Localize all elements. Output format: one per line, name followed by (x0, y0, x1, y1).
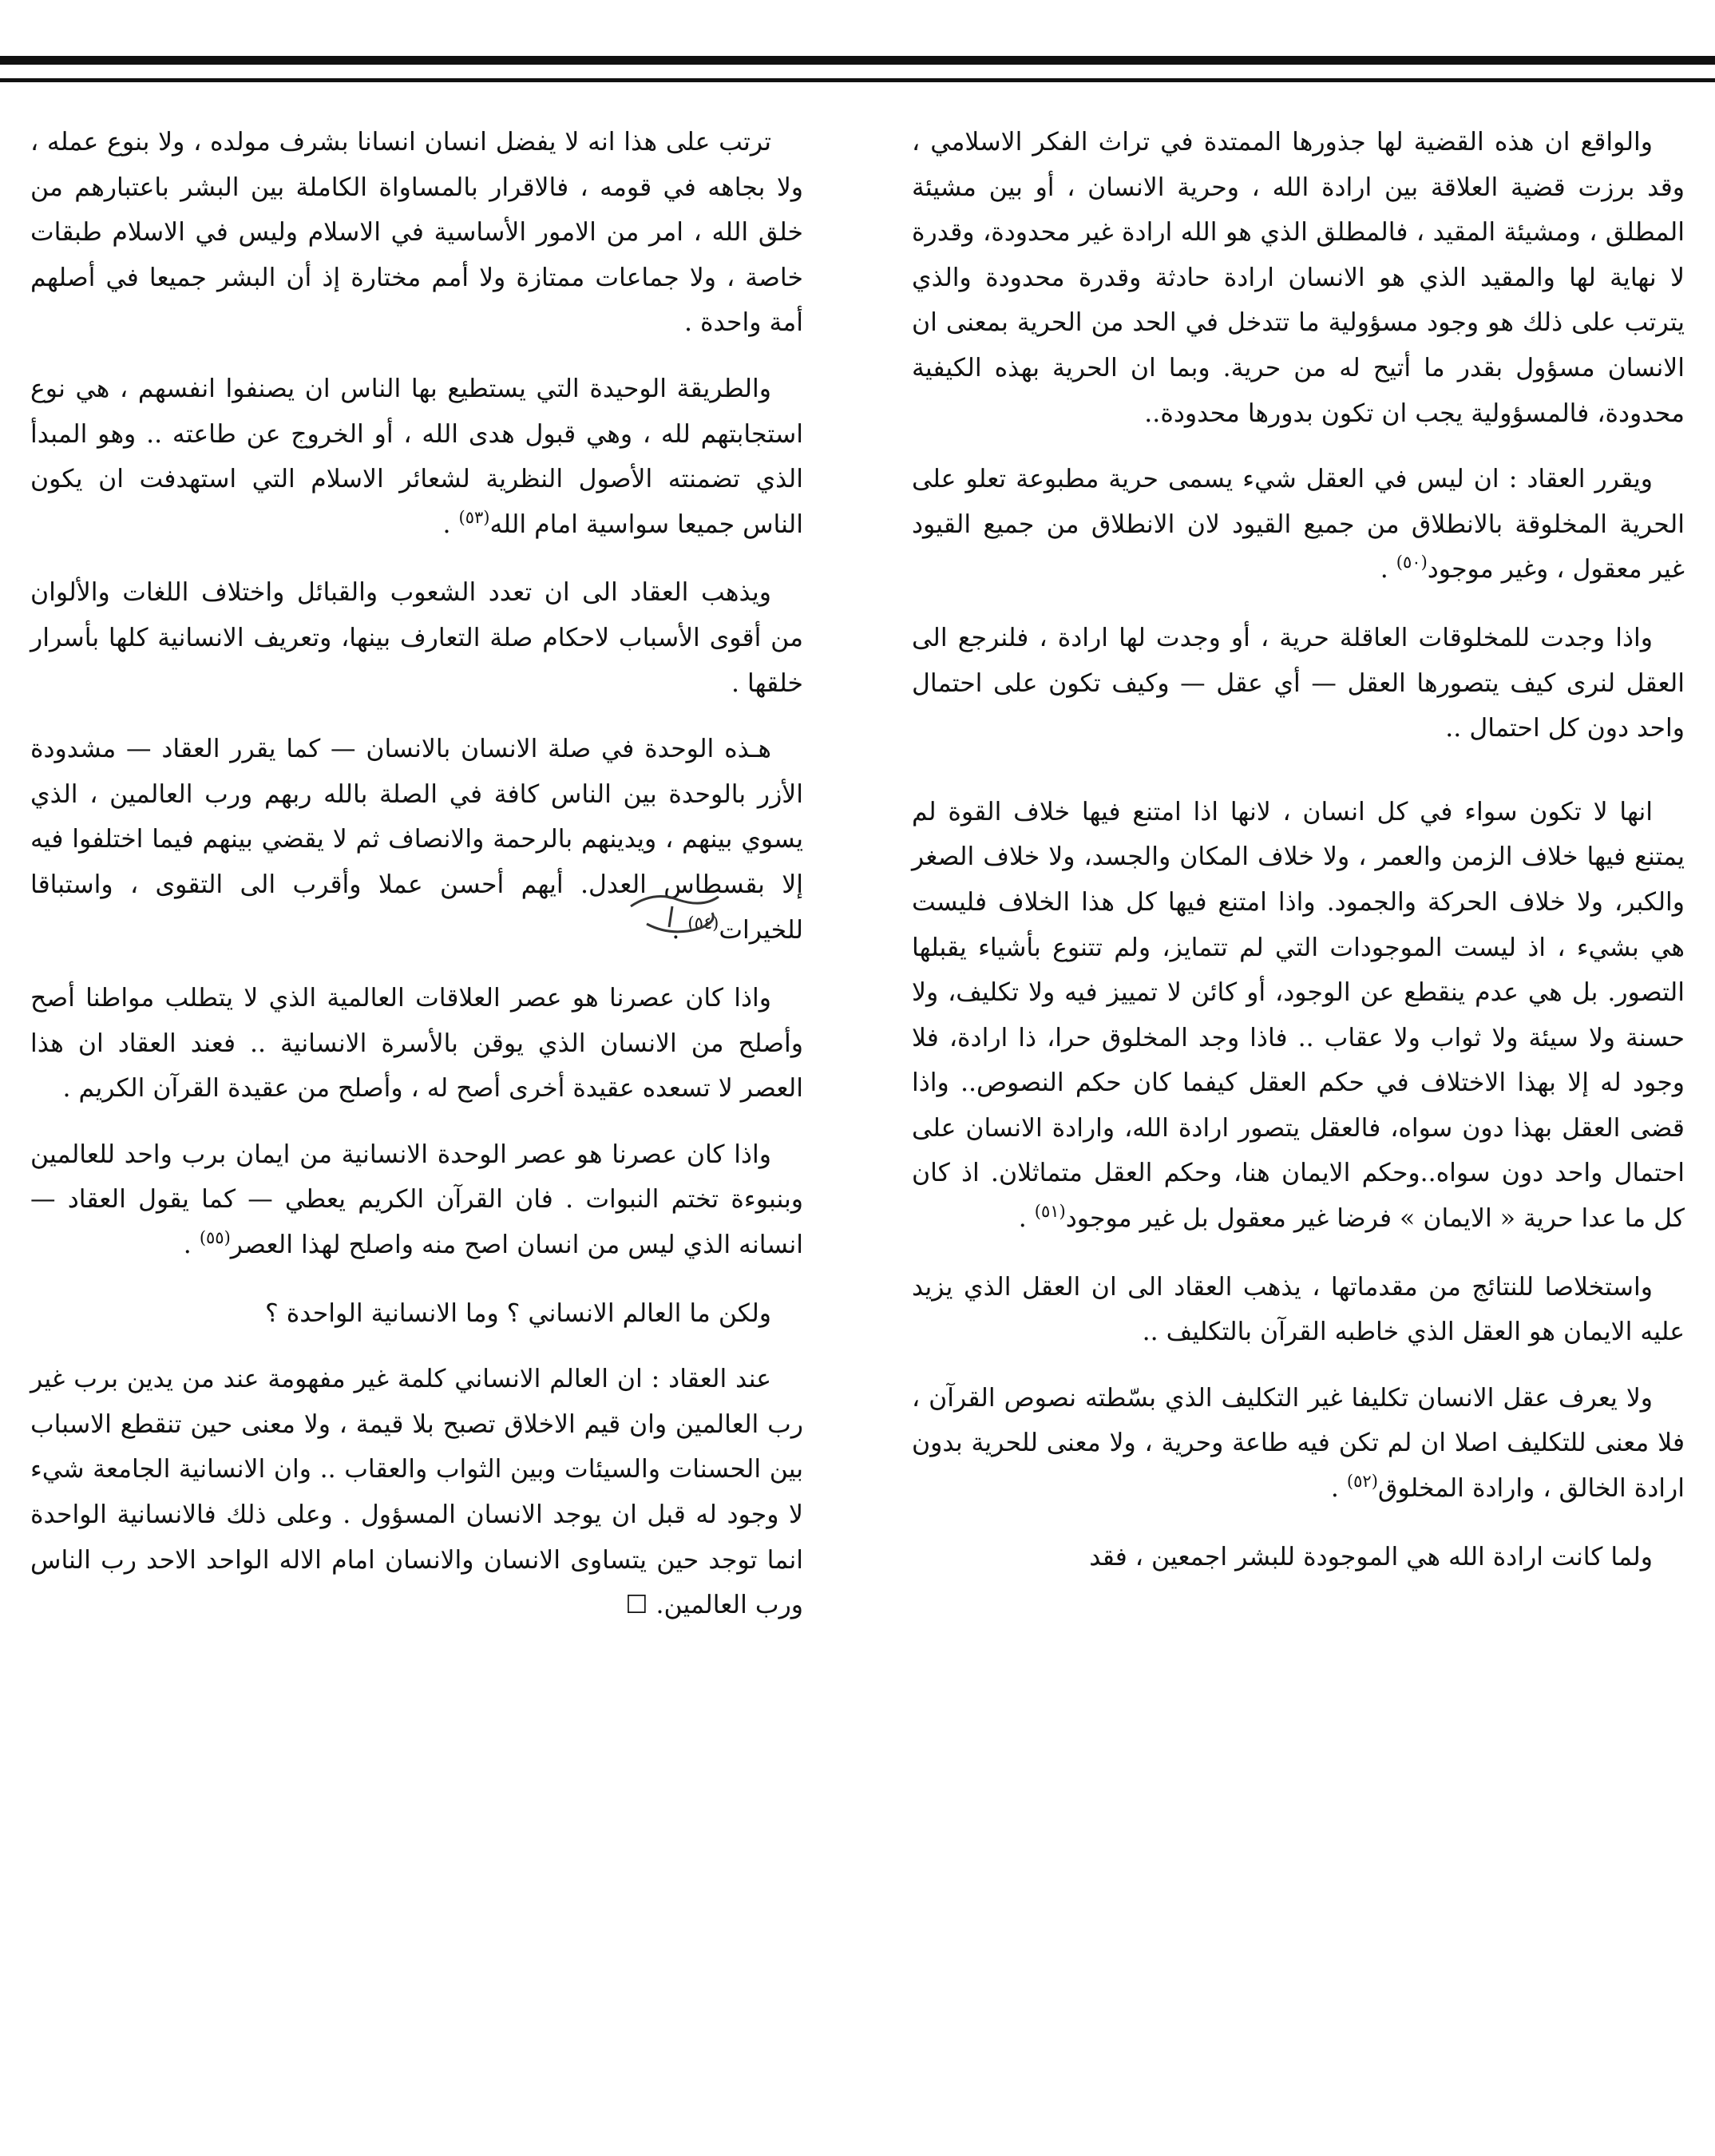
left-paragraph-7: ولكن ما العالم الانساني ؟ وما الانسانية الواحدة ؟ (264, 1298, 771, 1328)
left-paragraph-5: واذا كان عصرنا هو عصر العلاقات العالمية الذي لا يتطلب مواطنا أصح وأصلح من الانسان الذي يوقن بالأسرة الانسانية .. فعند العقاد ان هذا العصر لا تسعده عقيدة أخرى أصح له ، وأصلح من عقيدة القرآن الكريم . (30, 984, 803, 1104)
left-paragraph-3: ويذهب العقاد الى ان تعدد الشعوب والقبائل واختلاف اللغات والألوان من أقوى الأسباب لاحكام صلة التعارف بينها، وتعريف الانسانية كلها بأسرار خلقها . (30, 578, 803, 698)
right-paragraph-2-text: ويقرر العقاد : ان ليس في العقل شيء يسمى حرية مطبوعة تعلو على الحرية المخلوقة بالانطلاق من جميع القيود لان الانطلاق من جميع القيود غير معقول ، وغير موجود (912, 465, 1685, 585)
header-rule-thin (0, 78, 1715, 82)
left-paragraph-4: هـذه الوحدة في صلة الانسان بالانسان — كما يقرر العقاد — مشدودة الأزر بالوحدة بين الناس كافة في الصلة بالله ربهم ورب العالمين ، الذي يسوي بينهم ، ويدينهم بالرحمة والانصاف ثم لا يقضي بينهم فيما اختلفوا فيه إلا بقسطاس العدل. أيهم أحسن عملا وأقرب الى التقوى ، واستباقا للخيرات$^{(٥٤)}$ . (30, 735, 803, 945)
left-paragraph-2-text: والطريقة الوحيدة التي يستطيع بها الناس ان يصنفوا انفسهم ، هي نوع استجابتهم لله ، وهي قبول هدى الله ، أو الخروج عن طاعته .. وهو المبدأ الذي تضمنته الأصول النظرية لشعائر الاسلام التي استهدفت ان يكون الناس جميعا سواسية امام الله (30, 374, 803, 539)
right-paragraph-3: واذا وجدت للمخلوقات العاقلة حرية ، أو وجدت لها ارادة ، فلنرجع الى العقل لنرى كيف يتصورها العقل — أي عقل — وكيف تكون على احتمال واحد دون كل احتمال .. (912, 623, 1685, 743)
left-paragraph-1: ترتب على هذا انه لا يفضل انسان انسانا بشرف مولده ، ولا بنوع عمله ، ولا بجاهه في قومه ، فالاقرار بالمساواة الكاملة بين البشر باعتبارهم من خلق الله ، امر من الامور الأساسية في الاسلام وليس في الاسلام طبقات خاصة ، ولا جماعات ممتازة ولا أمم مختارة إذ أن البشر جميعا في أصلهم أمة واحدة . (30, 128, 803, 338)
right-paragraph-4: انها لا تكون سواء في كل انسان ، لانها اذا امتنع فيها خلاف القوة لم يمتنع فيها خلاف الزمن والعمر ، ولا خلاف المكان والجسد، ولا خلاف الصغر والكبر، ولا خلاف الحركة والجمود. واذا امتنع فيها كل هذا الخلاف فليست هي بشيء ، اذ ليست الموجودات التي لم تتمايز، ولم تتنوع بأشياء يقبلها التصور. بل هي عدم ينقطع عن الوجود، أو كائن لا تمييز فيه ولا تكليف، ولا حسنة ولا سيئة ولا ثواب ولا عقاب .. فاذا وجد المخلوق حرا، ذا ارادة، فلا وجود له إلا بهذا الاختلاف في حكم العقل كيفما كان حكم النصوص.. واذا قضى العقل بهذا دون سواه، فالعقل يتصور ارادة الله، وارادة الانسان على احتمال واحد دون سواه..وحكم الايمان هنا، وحكم العقل متماثلان. اذ كان كل ما عدا حرية « الايمان » فرضا غير معقول بل غير موجود$^{(٥١)}$ . (912, 797, 1685, 1234)
left-paragraph-6: واذا كان عصرنا هو عصر الوحدة الانسانية من ايمان برب واحد للعالمين وبنبوءة تختم النبوات . فان القرآن الكريم يعطي — كما يقول العقاد — انسانه الذي ليس من انسان اصح منه واصلح لهذا العصر$^{(٥٥)}$ . (30, 1139, 803, 1260)
right-paragraph-2: ويقرر العقاد : ان ليس في العقل شيء يسمى حرية مطبوعة تعلو على الحرية المخلوقة بالانطلاق من جميع القيود لان الانطلاق من جميع القيود غير معقول ، وغير موجود$^{(٥٠)}$ . (912, 465, 1685, 585)
right-paragraph-7: ولما كانت ارادة الله هي الموجودة للبشر اجمعين ، فقد (1089, 1542, 1653, 1571)
left-paragraph-6-text: واذا كان عصرنا هو عصر الوحدة الانسانية من ايمان برب واحد للعالمين وبنبوءة تختم النبوات . فان القرآن الكريم يعطي — كما يقول العقاد — انسانه الذي ليس من انسان اصح منه واصلح لهذا العصر (30, 1139, 803, 1260)
left-paragraph-2: والطريقة الوحيدة التي يستطيع بها الناس ان يصنفوا انفسهم ، هي نوع استجابتهم لله ، وهي قبول هدى الله ، أو الخروج عن طاعته .. وهو المبدأ الذي تضمنته الأصول النظرية لشعائر الاسلام التي استهدفت ان يكون الناس جميعا سواسية امام الله$^{(٥٣)}$ . (30, 374, 803, 539)
right-paragraph-5: واستخلاصا للنتائج من مقدماتها ، يذهب العقاد الى ان العقل الذي يزيد عليه الايمان هو العقل الذي خاطبه القرآن بالتكليف .. (912, 1272, 1685, 1347)
right-paragraph-6-text: ولا يعرف عقل الانسان تكليفا غير التكليف الذي بسّطته نصوص القرآن ، فلا معنى للتكليف اصلا ان لم تكن فيه طاعة وحرية ، ولا معنى للحرية بدون ارادة الخالق ، وارادة المخلوق (912, 1383, 1685, 1504)
footnote-ref-51: (٥١) (1034, 1202, 1066, 1222)
right-paragraph-1: والواقع ان هذه القضية لها جذورها الممتدة في تراث الفكر الاسلامي ، وقد برزت قضية العلاقة بين ارادة الله ، وحرية الانسان ، أو بين مشيئة المطلق ، ومشيئة المقيد ، فالمطلق الذي هو الله ارادة غير محدودة، وقدرة لا نهاية لها والمقيد الذي هو الانسان ارادة حادثة وقدرة محدودة والذي يترتب على ذلك هو وجود مسؤولية ما تتدخل في الحد من الحرية بمعنى ان الانسان مسؤول بقدر ما أتيح له من حرية. وبما ان الحرية بهذه الكيفية محدودة، فالمسؤولية يجب ان تكون بدورها محدودة.. (912, 128, 1685, 428)
header-rule-thick (0, 56, 1715, 65)
left-paragraph-4-text: هـذه الوحدة في صلة الانسان بالانسان — كما يقرر العقاد — مشدودة الأزر بالوحدة بين الناس كافة في الصلة بالله ربهم ورب العالمين ، الذي يسوي بينهم ، ويدينهم بالرحمة والانصاف ثم لا يقضي بينهم فيما اختلفوا فيه إلا بقسطاس العدل. أيهم أحسن عملا وأقرب الى التقوى ، واستباقا للخيرات (30, 735, 803, 945)
right-paragraph-6: ولا يعرف عقل الانسان تكليفا غير التكليف الذي بسّطته نصوص القرآن ، فلا معنى للتكليف اصلا ان لم تكن فيه طاعة وحرية ، ولا معنى للحرية بدون ارادة الخالق ، وارادة المخلوق$^{(٥٢)}$ . (912, 1383, 1685, 1504)
end-of-article-mark: ☐ (625, 1591, 656, 1620)
left-paragraph-8-text: عند العقاد : ان العالم الانساني كلمة غير مفهومة عند من يدين برب غير رب العالمين وان قيم الاخلاق تصبح بلا قيمة ، ولا معنى حين تنقطع الاسباب بين الحسنات والسيئات وبين الثواب والعقاب .. وان الانسانية الجامعة شيء لا وجود له قبل ان يوجد الانسان المسؤول . وعلى ذلك فالانسانية الواحدة انما توجد حين يتساوى الانسان والانسان امام الاله الواحد الاحد رب الناس ورب العالمين. (30, 1365, 803, 1620)
left-column (30, 120, 803, 1628)
footnote-ref-50: (٥٠) (1396, 553, 1428, 573)
footnote-ref-55: (٥٥) (199, 1228, 231, 1248)
right-paragraph-4-text: انها لا تكون سواء في كل انسان ، لانها اذا امتنع فيها خلاف القوة لم يمتنع فيها خلاف الزمن والعمر ، ولا خلاف المكان والجسد، ولا خلاف الصغر والكبر، ولا خلاف الحركة والجمود. واذا امتنع فيها كل هذا الخلاف فليست هي بشيء ، اذ ليست الموجودات التي لم تتمايز، ولم تتنوع بأشياء يقبلها التصور. بل هي عدم ينقطع عن الوجود، أو كائن لا تمييز فيه ولا تكليف، ولا حسنة ولا سيئة ولا ثواب ولا عقاب .. فاذا وجد المخلوق حرا، ذا ارادة، فلا وجود له إلا بهذا الاختلاف في حكم العقل كيفما كان حكم النصوص.. واذا قضى العقل بهذا دون سواه، فالعقل يتصور ارادة الله، وارادة الانسان على احتمال واحد دون سواه..وحكم الايمان هنا، وحكم العقل متماثلان. اذ كان كل ما عدا حرية « الايمان » فرضا غير معقول بل غير موجود (912, 797, 1685, 1234)
footnote-ref-54: (٥٤) (687, 913, 719, 933)
left-paragraph-8 (30, 1357, 803, 1628)
right-column (912, 120, 1685, 1579)
handwritten-scribble-icon (623, 882, 727, 946)
footnote-ref-52: (٥٢) (1346, 1472, 1378, 1492)
footnote-ref-53: (٥٣) (458, 507, 490, 527)
